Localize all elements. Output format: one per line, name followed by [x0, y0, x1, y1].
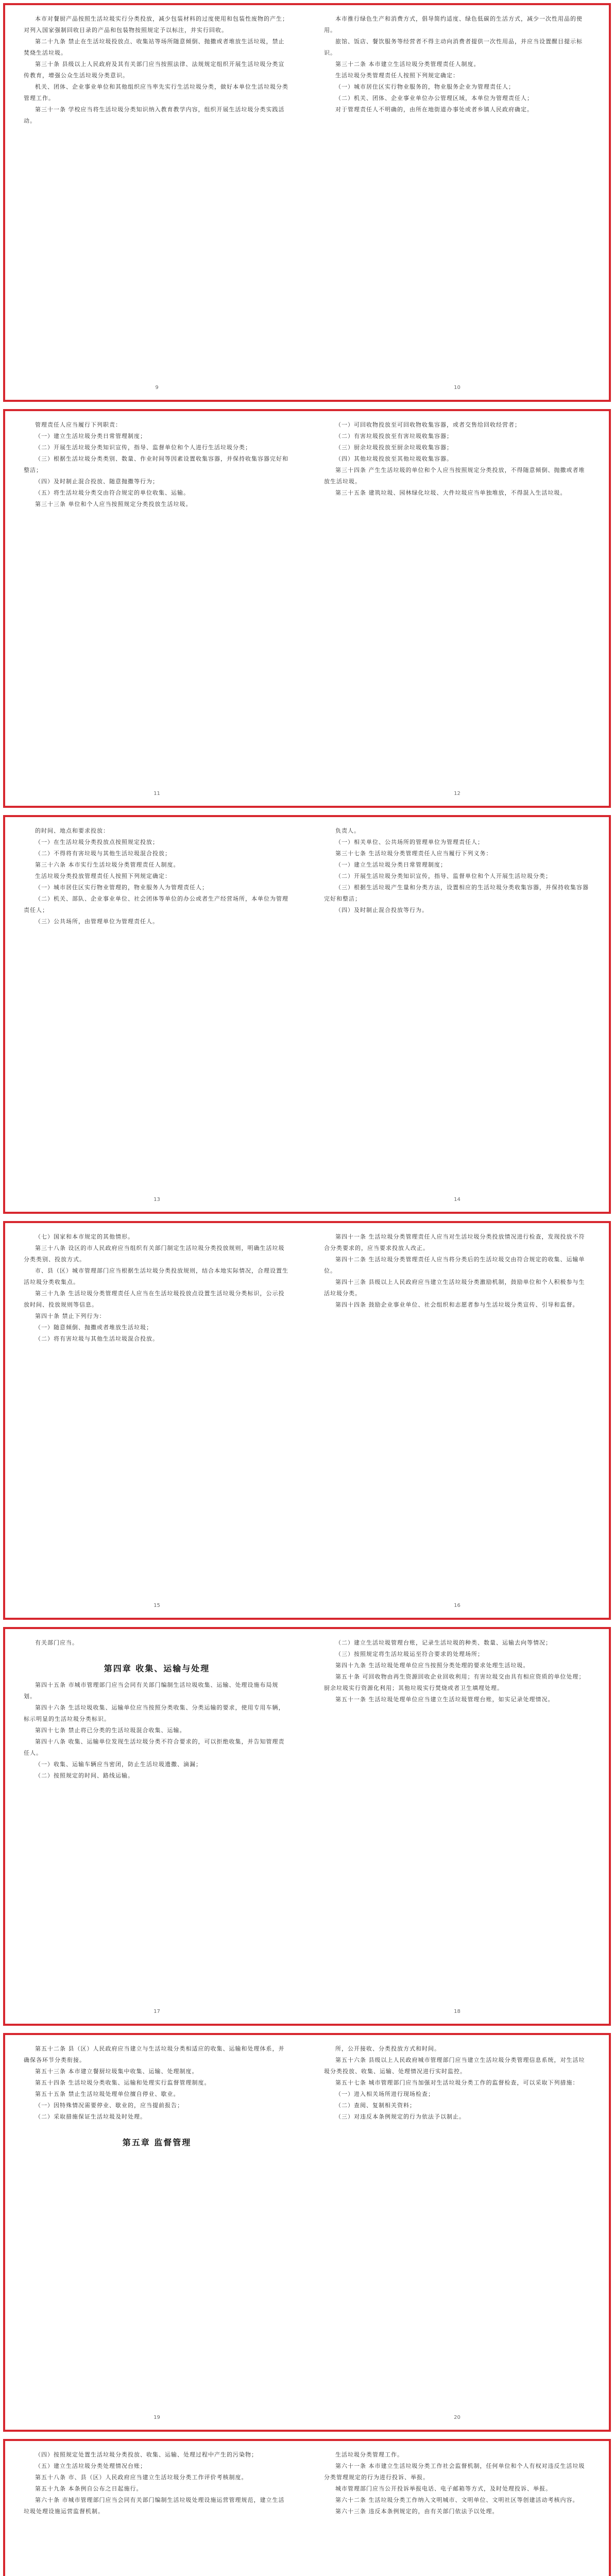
paragraph: （三）根据生活垃圾分类类别、数量、作业时间等因素设置收集容器，并保持收集容器完好和整洁； [24, 455, 288, 473]
spread-2 [3, 409, 611, 808]
spread-4 [3, 1221, 611, 1620]
spread-7 [3, 2439, 611, 2576]
paragraph: 对于管理责任人不明确的，由所在地街道办事处或者乡镇人民政府确定。 [335, 106, 533, 113]
paragraph: 本市对餐厨产品按照生活垃圾实行分类投放，减少包装材料的过度使用和包装性废物的产生；对列入国家强制回收目录的产品和包装物按照规定予以标注，并实行回收。 [24, 15, 288, 33]
paragraph: 第四十三条 县级以上人民政府应当建立生活垃圾分类激励机制，鼓励单位和个人积极参与生活垃圾分类。 [324, 1279, 585, 1297]
page-number: 9 [155, 385, 159, 391]
spread-5 [3, 1627, 611, 2026]
page-text [24, 2449, 290, 2517]
page-number: 17 [154, 2009, 160, 2014]
paragraph: 第三十条 县级以上人民政府及其有关部门应当按照法律、法规规定组织开展生活垃圾分类宣传教育，增强公众生活垃圾分类意识。 [24, 61, 285, 79]
paragraph: 第三十六条 本市实行生活垃圾分类管理责任人制度。 [35, 861, 180, 868]
paragraph: 第四十五条 市城市管理部门应当会同有关部门编制生活垃圾收集、运输、处理设施布局规划。 [24, 1682, 279, 1700]
paragraph: 生活垃圾分类管理工作。 [335, 2451, 403, 2458]
document-page [10, 2040, 303, 2425]
paragraph: 第五十条 可回收物由再生资源回收企业回收利用；有害垃圾交由具有相应资质的单位处理；厨余垃圾实行资源化利用；其他垃圾实行焚烧或者卫生填埋处理。 [324, 1673, 585, 1691]
paragraph: 第五十五条 禁止生活垃圾处理单位擅自停业、歇业。 [35, 2091, 180, 2097]
paragraph: 第四十七条 禁止将已分类的生活垃圾混合收集、运输。 [35, 1727, 186, 1734]
paragraph: 第二十九条 禁止在生活垃圾投放点、收集站等场所随意倾倒、抛撒或者堆放生活垃圾，禁止焚烧生活垃圾。 [24, 38, 285, 56]
paragraph: 机关、团体、企业事业单位和其他组织应当率先实行生活垃圾分类，做好本单位生活垃圾分类管理工作。 [24, 83, 288, 101]
paragraph: 第四十六条 生活垃圾收集、运输单位应当按照分类收集、分类运输的要求，使用专用车辆，标示明显的生活垃圾分类标识。 [24, 1704, 285, 1722]
paragraph: （二）机关、团体、企业事业单位办公管理区域，本单位为管理责任人； [335, 95, 533, 101]
paragraph: 第三十八条 设区的市人民政府应当组织有关部门制定生活垃圾分类投放规则，明确生活垃圾分类类别、投放方式。 [24, 1245, 285, 1263]
paragraph: （二）机关、部队、企业事业单位、社会团体等单位的办公或者生产经营场所，本单位为管理责任人； [24, 895, 288, 913]
paragraph: （一）收集、运输车辆应当密闭，防止生活垃圾遗撒、滴漏； [35, 1761, 202, 1768]
page-number: 15 [154, 1603, 160, 1608]
paragraph: （二）采取措施保证生活垃圾及时处理。 [35, 2113, 146, 2120]
paragraph: 第五十三条 本市建立餐厨垃圾集中收集、运输、处理制度。 [35, 2068, 198, 2075]
paragraph: （四）及时制止混合投放、随意抛撒等行为； [35, 478, 159, 485]
page-text [24, 13, 290, 127]
paragraph: 第三十一条 学校应当将生活垃圾分类知识纳入教育教学内容，组织开展生活垃圾分类实践活动。 [24, 106, 285, 124]
page-text [324, 1231, 590, 1311]
page-number: 12 [454, 791, 460, 796]
paragraph: 第三十九条 生活垃圾分类管理责任人应当在生活垃圾投放点设置生活垃圾分类标识，公示投放时间、投放规则等信息。 [24, 1290, 285, 1308]
paragraph: 第五十九条 本条例自公布之日起施行。 [35, 2485, 143, 2492]
paragraph: 市、县（区）城市管理部门应当根据生活垃圾分类投放规则，结合本地实际情况，合理设置生活垃圾分类收集点。 [24, 1267, 288, 1285]
paragraph: 的时间、地点和要求投放： [35, 827, 109, 834]
paragraph: 负责人。 [335, 827, 360, 834]
document-page [311, 1228, 604, 1613]
page-text [324, 1637, 590, 1705]
spread-6 [3, 2033, 611, 2432]
paragraph: 第四十一条 生活垃圾分类管理责任人应当对生活垃圾分类投放情况进行检查，发现投放不符合分类要求的，应当要求投放人改正。 [324, 1233, 585, 1251]
paragraph: 生活垃圾分类管理责任人按照下列规定确定： [335, 72, 459, 79]
document-page [311, 1634, 604, 2019]
paragraph: 第六十二条 生活垃圾分类工作纳入文明城市、文明单位、文明社区等创建活动考核内容。 [335, 2497, 579, 2503]
document-page [10, 1634, 303, 2019]
paragraph: （四）其他垃圾投放至其他垃圾收集容器。 [335, 455, 453, 462]
paragraph: （一）城市居住区实行物业管理的，物业服务人为管理责任人； [35, 884, 208, 891]
paragraph: （二）不得将有害垃圾与其他生活垃圾混合投放； [35, 850, 171, 857]
paragraph: （二）将有害垃圾与其他生活垃圾混合投放。 [35, 1335, 159, 1342]
paragraph: （一）可回收物投放至可回收物收集容器，或者交售给回收经营者； [335, 421, 521, 428]
paragraph: 所，公开接收、分类投放方式和时间。 [335, 2045, 440, 2052]
page-text [24, 1637, 290, 1782]
page-text [324, 13, 590, 115]
paragraph: （一）建立生活垃圾分类日常管理制度； [35, 433, 146, 439]
paragraph: 管理责任人应当履行下列职责： [35, 421, 122, 428]
paragraph: （二）查阅、复制相关资料； [335, 2102, 416, 2109]
paragraph: 城市管理部门应当公开投诉举报电话、电子邮箱等方式，及时处理投诉、举报。 [335, 2485, 552, 2492]
paragraph: 第五十一条 生活垃圾处理单位应当建立生活垃圾管理台账，如实记录处理情况。 [335, 1696, 554, 1703]
paragraph: 第四十四条 鼓励企业事业单位、社会组织和志愿者参与生活垃圾分类宣传、引导和监督。 [335, 1301, 579, 1308]
paragraph: 第三十三条 单位和个人应当按照规定分类投放生活垃圾。 [35, 501, 192, 507]
paragraph: （二）有害垃圾投放至有害垃圾收集容器； [335, 433, 453, 439]
document-page [311, 416, 604, 801]
paragraph: （二）开展生活垃圾分类知识宣传，指导、监督单位和个人开展生活垃圾分类； [335, 873, 552, 879]
page-text [24, 2043, 290, 2148]
paragraph: 第三十七条 生活垃圾分类管理责任人应当履行下列义务： [335, 850, 492, 857]
paragraph: 旅馆、饭店、餐饮服务等经营者不得主动向消费者提供一次性用品，并应当设置醒目提示标识。 [324, 38, 583, 56]
page-number: 11 [154, 791, 160, 796]
paragraph: 第五十二条 县（区）人民政府应当建立与生活垃圾分类相适应的收集、运输和处理体系，并确保各环节分类衔接。 [24, 2045, 285, 2063]
paragraph: （七）国家和本市规定的其他情形。 [35, 1233, 134, 1240]
paragraph: 第五十八条 市、县（区）人民政府应当建立生活垃圾分类工作评价考核制度。 [35, 2474, 248, 2481]
paragraph: 第四十八条 收集、运输单位发现生活垃圾分类不符合要求的，可以拒绝收集，并告知管理责任人。 [24, 1738, 285, 1756]
page-text [324, 2449, 590, 2517]
spread-1 [3, 3, 611, 402]
paragraph: 生活垃圾分类投放管理责任人按照下列规定确定： [35, 873, 171, 879]
paragraph: （一）因特殊情况需要停业、歇业的，应当提前报告； [35, 2102, 183, 2109]
document-page [10, 1228, 303, 1613]
paragraph: （一）建立生活垃圾分类日常管理制度； [335, 861, 447, 868]
document-page [311, 2040, 604, 2425]
page-number: 20 [454, 2415, 460, 2420]
paragraph: （三）厨余垃圾投放至厨余垃圾收集容器； [335, 444, 453, 451]
paragraph: （五）建立生活垃圾分类处理情况台账； [35, 2463, 146, 2469]
paragraph: （五）将生活垃圾分类交由符合规定的单位收集、运输。 [35, 489, 190, 496]
paragraph: 有关部门应当。 [35, 1639, 78, 1646]
paragraph: 第三十五条 建筑垃圾、园林绿化垃圾、大件垃圾应当单独堆放，不得混入生活垃圾。 [335, 489, 567, 496]
page-text [24, 825, 290, 927]
page-text [24, 419, 290, 510]
paragraph: （四）及时制止混合投放等行为。 [335, 907, 428, 913]
paragraph: 第四十条 禁止下列行为： [35, 1313, 106, 1319]
paragraph: 第五十六条 县级以上人民政府城市管理部门应当建立生活垃圾分类管理信息系统，对生活垃圾分类投放、收集、运输、处理情况进行实时监控。 [324, 2057, 585, 2075]
paragraph: （三）公共场所，由管理单位为管理责任人。 [35, 918, 159, 925]
document-page [311, 10, 604, 395]
paragraph: （一）在生活垃圾分类投放点按照规定投放； [35, 839, 159, 845]
paragraph: （二）建立生活垃圾管理台账，记录生活垃圾的种类、数量、运输去向等情况； [335, 1639, 552, 1646]
page-text [324, 825, 590, 916]
paragraph: （三）根据生活垃圾产生量和分类方法，设置相应的生活垃圾分类收集容器，并保持收集容器完好和整洁； [324, 884, 589, 902]
paragraph: （一）进入相关场所进行现场检查； [335, 2091, 434, 2097]
page-number: 18 [454, 2009, 460, 2014]
page-number: 16 [454, 1603, 460, 1608]
paragraph: 第六十一条 本市建立生活垃圾分类工作社会监督机制，任何单位和个人有权对违反生活垃圾分类管理规定的行为进行投诉、举报。 [324, 2463, 585, 2481]
paragraph: （二）按照规定的时间、路线运输。 [35, 1772, 134, 1779]
paragraph: （一）随意倾倒、抛撒或者堆放生活垃圾； [35, 1324, 152, 1331]
paragraph: 第三十二条 本市建立生活垃圾分类管理责任人制度。 [335, 61, 480, 67]
page-number: 13 [154, 1197, 160, 1202]
paragraph: 第四十九条 生活垃圾处理单位应当按照分类处理的要求处理生活垃圾。 [335, 1662, 530, 1669]
spread-3 [3, 815, 611, 1214]
paragraph: （一）相关单位、公共场所的管理单位为管理责任人； [335, 839, 484, 845]
chapter-heading: 第五章 监督管理 [122, 2138, 192, 2147]
page-number: 10 [454, 385, 460, 391]
page-text [24, 1231, 290, 1345]
document-page [10, 10, 303, 395]
paragraph: 第三十四条 产生生活垃圾的单位和个人应当按照规定分类投放，不得随意倾倒、抛撒或者堆放生活垃圾。 [324, 467, 585, 485]
document-page [311, 822, 604, 1207]
page-text [324, 419, 590, 499]
paragraph: 本市推行绿色生产和消费方式，倡导简约适度、绿色低碳的生活方式，减少一次性用品的使用。 [324, 15, 583, 33]
paragraph: 第五十四条 生活垃圾分类收集、运输和处理实行监督管理制度。 [35, 2079, 211, 2086]
page-number: 19 [154, 2415, 160, 2420]
paragraph: （二）开展生活垃圾分类知识宣传，指导、监督单位和个人进行生活垃圾分类； [35, 444, 251, 451]
paragraph: 第六十条 市城市管理部门应当会同有关部门编制生活垃圾处理设施运营管理规范，建立生活垃圾处理设施运营监督机制。 [24, 2497, 285, 2515]
document-page [10, 2446, 303, 2576]
paragraph: （三）对违反本条例规定的行为依法予以制止。 [335, 2113, 465, 2120]
paragraph: 第五十七条 城市管理部门应当加强对生活垃圾分类工作的监督检查，可以采取下列措施： [335, 2079, 579, 2086]
paragraph: 第四十二条 生活垃圾分类管理责任人应当将分类后的生活垃圾交由符合规定的收集、运输单位。 [324, 1256, 585, 1274]
chapter-heading: 第四章 收集、运输与处理 [104, 1664, 210, 1673]
document-page [10, 416, 303, 801]
document-page [311, 2446, 604, 2576]
document-page [10, 822, 303, 1207]
paragraph: 第六十三条 违反本条例规定的，由有关部门依法予以处理。 [335, 2508, 499, 2515]
page-number: 14 [454, 1197, 460, 1202]
paragraph: （三）按照规定将生活垃圾运至符合要求的处理场所； [335, 1651, 484, 1657]
paragraph: （一）城市居住区实行物业服务的，物业服务企业为管理责任人； [335, 83, 515, 90]
page-text [324, 2043, 590, 2123]
paragraph: （四）按照规定处置生活垃圾分类投放、收集、运输、处理过程中产生的污染物； [35, 2451, 258, 2458]
